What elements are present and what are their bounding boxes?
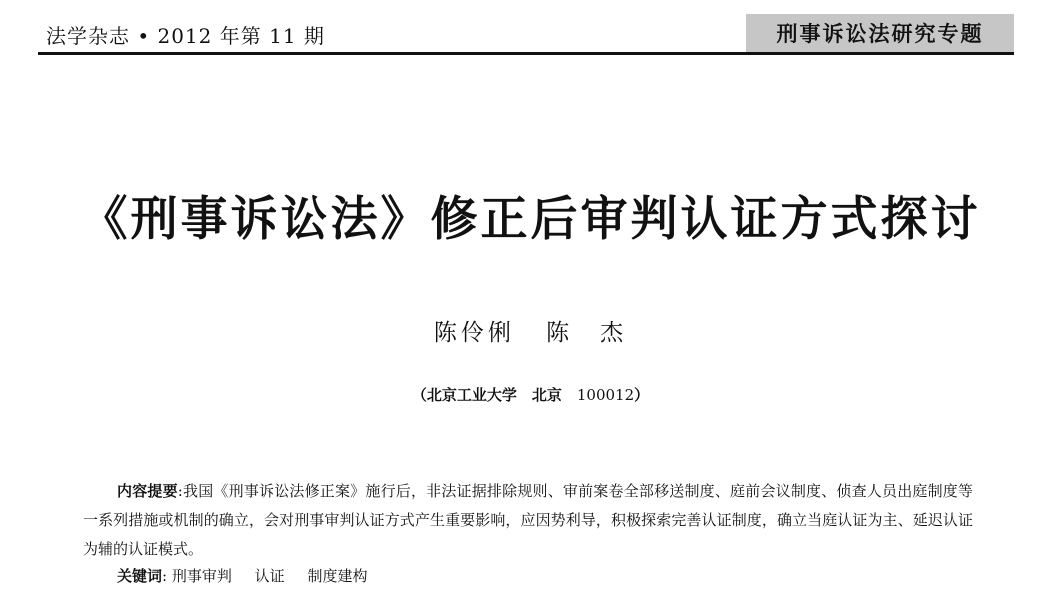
keywords [117, 565, 385, 586]
abstract [83, 477, 973, 564]
abstract-text: 我国《刑事诉讼法修正案》施行后，非法证据排除规则、审前案卷全部移送制度、庭前会议制度、侦查人员出庭制度等一系列措施或机制的确立，会对刑事审判认证方式产生重要影响，应因势利导，积极探索完善认证制度，确立当庭认证为主、延迟认证为辅的认证模式。 [83, 482, 973, 558]
abstract-label: 内容提要 [117, 482, 178, 500]
running-header [38, 14, 1014, 52]
affiliation-name: 北京工业大学 北京 [426, 386, 562, 404]
author-2: 陈 杰 [546, 320, 628, 346]
header-rule [38, 52, 1014, 55]
abstract-separator: : [177, 482, 183, 500]
keyword-2: 认证 [254, 567, 285, 585]
article-title: 《刑事诉讼法》修正后审判认证方式探讨 [80, 192, 981, 247]
author-1: 陈伶俐 [433, 320, 515, 346]
postal-code: 100012 [576, 386, 635, 404]
paren-close: ） [634, 386, 650, 404]
authors [0, 314, 1061, 347]
keywords-separator: : [162, 567, 168, 585]
keyword-3: 制度建构 [307, 567, 368, 585]
journal-issue: 法学杂志 • 2012 年第 11 期 [46, 24, 325, 48]
affiliation [0, 384, 1061, 405]
keyword-1: 刑事审判 [171, 567, 232, 585]
section-banner: 刑事诉讼法研究专题 [746, 14, 1014, 52]
paren-open: （ [411, 386, 427, 404]
keywords-label: 关键词 [117, 567, 163, 585]
